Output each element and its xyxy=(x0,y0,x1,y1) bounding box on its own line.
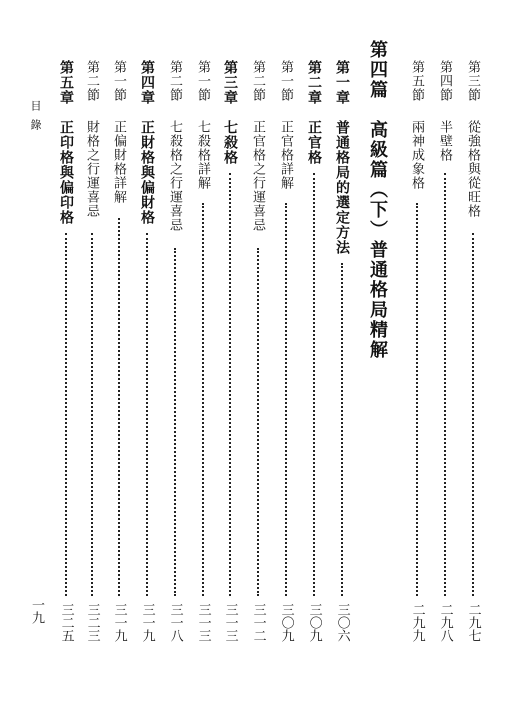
entry-title: 正官格之行運喜忌 xyxy=(250,120,265,232)
entry-page-number: 三二五 xyxy=(58,603,74,642)
leader-dots xyxy=(313,173,317,596)
entry-label: 第四章 xyxy=(139,60,155,105)
entry-label: 第二節 xyxy=(250,60,265,102)
entry-title: 半壁格 xyxy=(437,120,452,162)
entry-page-number: 三一二 xyxy=(250,603,266,642)
entry-page-number: 三〇六 xyxy=(334,603,350,642)
entry-page-number: 二九八 xyxy=(437,603,453,642)
entry-label: 第五章 xyxy=(58,60,74,105)
leader-dots xyxy=(174,248,178,596)
leader-dots xyxy=(146,233,150,596)
leader-dots xyxy=(341,263,345,596)
entry-label: 第一節 xyxy=(111,60,126,102)
entry-label: 第二章 xyxy=(306,60,322,105)
running-header: 目錄 xyxy=(29,100,42,138)
entry-label: 第二節 xyxy=(167,60,182,102)
entry-label: 第四節 xyxy=(437,60,452,102)
leader-dots xyxy=(472,233,476,596)
entry-label: 第一章 xyxy=(334,60,350,105)
entry-page-number: 二九七 xyxy=(465,603,481,642)
entry-label: 第三節 xyxy=(465,60,480,102)
entry-page-number: 三〇九 xyxy=(306,603,322,642)
entry-title: 七殺格 xyxy=(222,120,238,165)
entry-title: 正偏財格詳解 xyxy=(111,120,126,204)
leader-dots xyxy=(444,173,448,596)
entry-label: 第五節 xyxy=(409,60,424,102)
entry-title: 財格之行運喜忌 xyxy=(84,120,99,218)
page-number: 一九 xyxy=(29,598,44,624)
leader-dots xyxy=(416,203,420,596)
entry-page-number: 二九九 xyxy=(409,603,425,642)
leader-dots xyxy=(202,203,206,596)
section-title: 高級篇（下）普通格局精解 xyxy=(367,120,388,360)
leader-dots xyxy=(285,203,289,596)
entry-page-number: 三一八 xyxy=(167,603,183,642)
leader-dots xyxy=(65,233,69,596)
leader-dots xyxy=(229,173,233,596)
entry-title: 從強格與從旺格 xyxy=(465,120,480,218)
entry-title: 正官格 xyxy=(306,120,322,165)
entry-page-number: 三〇九 xyxy=(278,603,294,642)
entry-page-number: 三一九 xyxy=(139,603,155,642)
entry-label: 第一節 xyxy=(278,60,293,102)
entry-title: 正官格詳解 xyxy=(278,120,293,190)
leader-dots xyxy=(118,218,122,596)
entry-page-number: 三二三 xyxy=(84,603,100,642)
entry-label: 第三章 xyxy=(222,60,238,105)
entry-title: 兩神成象格 xyxy=(409,120,424,190)
entry-label: 第一節 xyxy=(195,60,210,102)
entry-page-number: 三一三 xyxy=(222,603,238,642)
entry-label: 第二節 xyxy=(84,60,99,102)
entry-page-number: 三一九 xyxy=(111,603,127,642)
section-label: 第四篇 xyxy=(367,40,388,100)
entry-title: 正印格與偏印格 xyxy=(58,120,74,225)
entry-page-number: 三一三 xyxy=(195,603,211,642)
entry-title: 七殺格之行運喜忌 xyxy=(167,120,182,232)
entry-title: 七殺格詳解 xyxy=(195,120,210,190)
entry-title: 正財格與偏財格 xyxy=(139,120,155,225)
leader-dots xyxy=(257,248,261,596)
leader-dots xyxy=(91,233,95,596)
entry-title: 普通格局的選定方法 xyxy=(334,120,350,255)
